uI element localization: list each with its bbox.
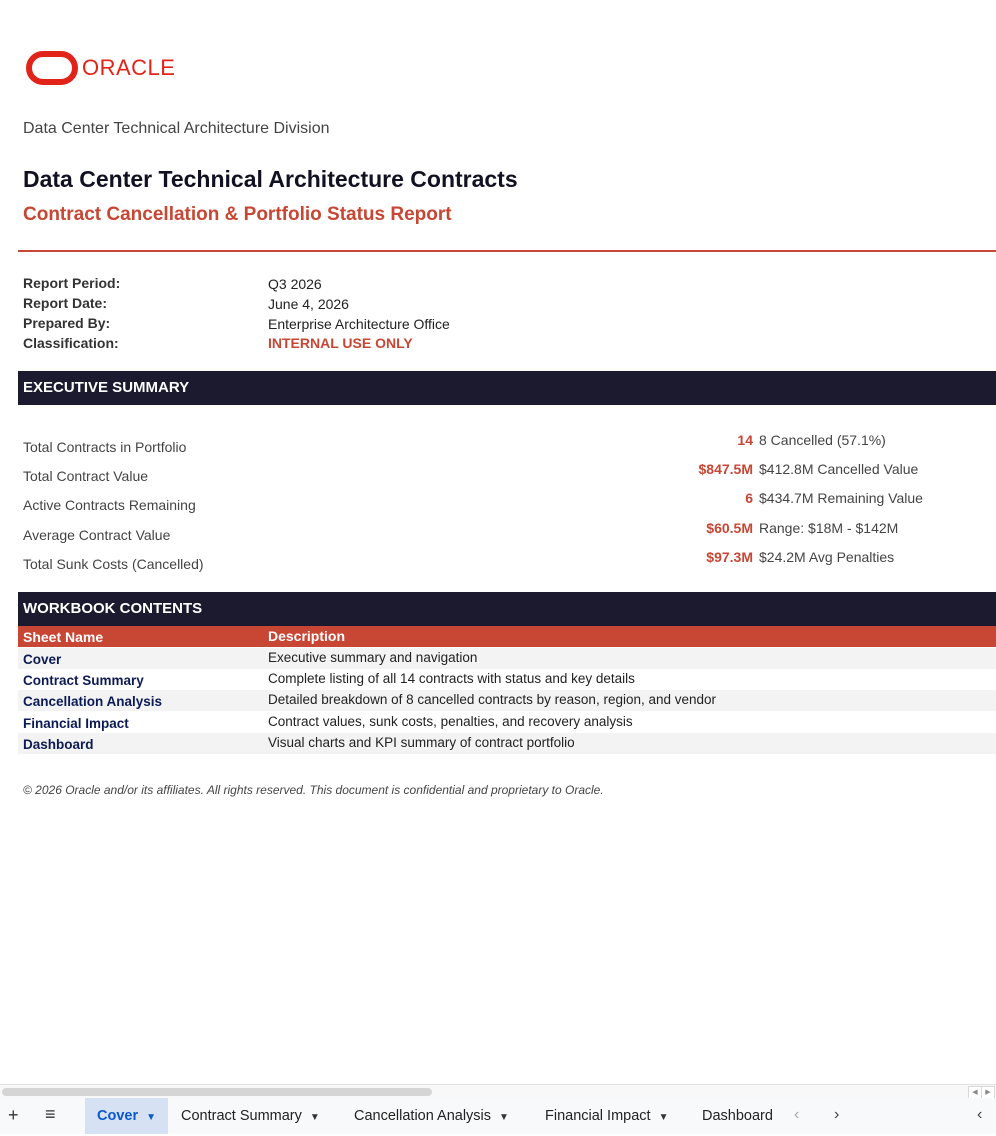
hamburger-icon[interactable]: ≡ [45,1104,56,1124]
chevron-left-icon[interactable]: ‹ [794,1106,800,1123]
sheet-link-cover[interactable]: Cover [23,652,62,667]
meta-value: Enterprise Architecture Office [268,316,450,332]
sheet-description: Detailed breakdown of 8 cancelled contracts by reason, region, and vendor [268,692,717,707]
report-subtitle: Contract Cancellation & Portfolio Status Report [23,204,452,225]
kpi-value: $97.3M [706,549,753,565]
collapse-tabs-icon[interactable]: ‹ [977,1106,983,1123]
tab-label: Cancellation Analysis [354,1108,492,1124]
meta-label: Report Date: [23,295,108,311]
column-header-description: Description [268,628,346,644]
tab-cover[interactable] [85,1098,168,1134]
kpi-label: Average Contract Value [23,527,171,543]
kpi-value: $60.5M [706,520,753,536]
title-divider [18,250,996,252]
table-row [18,712,996,733]
meta-label: Report Period: [23,275,121,291]
copyright-footer: © 2026 Oracle and/or its affiliates. All rights reserved. This document is confidential and proprietary to Oracle. [23,783,604,797]
chevron-down-icon[interactable]: ▼ [309,1112,320,1123]
scroll-left-icon[interactable]: ◀ [968,1086,982,1099]
sheet-description: Contract values, sunk costs, penalties, and recovery analysis [268,714,633,729]
kpi-value: 14 [737,432,753,448]
meta-label: Prepared By: [23,315,111,331]
tab-label: Cover [97,1108,139,1124]
division-name: Data Center Technical Architecture Division [23,120,330,137]
kpi-note: 8 Cancelled (57.1%) [759,432,886,448]
sheet-link-cancellation-analysis[interactable]: Cancellation Analysis [23,694,163,709]
workbook-contents-header: WORKBOOK CONTENTS [18,592,996,626]
chevron-down-icon[interactable]: ▼ [146,1112,157,1123]
kpi-label: Total Sunk Costs (Cancelled) [23,556,204,572]
table-row [18,669,996,690]
plus-icon[interactable]: + [8,1105,19,1125]
logo-wordmark: ORACLE [82,55,176,80]
tab-financial-impact[interactable] [533,1098,680,1134]
sheet-tab-bar [0,1098,996,1134]
meta-value: Q3 2026 [268,276,322,292]
kpi-label: Total Contracts in Portfolio [23,439,187,455]
scroll-right-icon[interactable]: ▶ [981,1086,995,1099]
chevron-down-icon[interactable]: ▼ [658,1112,669,1123]
meta-value: June 4, 2026 [268,296,349,312]
scrollbar-thumb[interactable] [2,1088,432,1096]
oracle-ring-icon [26,51,78,85]
table-row [18,648,996,669]
tab-label: Financial Impact [545,1108,651,1124]
sheet-description: Complete listing of all 14 contracts with status and key details [268,671,635,686]
kpi-note: $24.2M Avg Penalties [759,549,895,565]
report-title: Data Center Technical Architecture Contracts [23,166,518,192]
kpi-label: Active Contracts Remaining [23,497,196,513]
kpi-note: $434.7M Remaining Value [759,490,923,506]
table-row [18,690,996,711]
oracle-logo [26,51,175,85]
contents-table-header [18,626,996,647]
kpi-value: 6 [745,490,753,506]
sheet-link-contract-summary[interactable]: Contract Summary [23,673,144,688]
kpi-note: $412.8M Cancelled Value [759,461,919,477]
kpi-value: $847.5M [698,461,753,477]
chevron-right-icon[interactable]: › [834,1106,840,1123]
table-row [18,733,996,754]
tab-label: Dashboard [702,1108,773,1124]
sheet-description: Executive summary and navigation [268,650,478,665]
tab-dashboard[interactable] [690,1098,773,1134]
kpi-label: Total Contract Value [23,468,149,484]
column-header-sheet-name: Sheet Name [23,629,104,645]
meta-label: Classification: [23,335,119,351]
sheet-description: Visual charts and KPI summary of contract portfolio [268,735,575,750]
classification-value: INTERNAL USE ONLY [268,335,413,351]
sheet-link-financial-impact[interactable]: Financial Impact [23,716,129,731]
kpi-note: Range: $18M - $142M [759,520,899,536]
tab-cancellation-analysis[interactable] [342,1098,521,1134]
tab-contract-summary[interactable] [169,1098,332,1134]
sheet-link-dashboard[interactable]: Dashboard [23,737,94,752]
tab-label: Contract Summary [181,1108,302,1124]
chevron-down-icon[interactable]: ▼ [499,1112,509,1123]
horizontal-scrollbar[interactable] [0,1084,996,1099]
executive-summary-header: EXECUTIVE SUMMARY [18,371,996,405]
